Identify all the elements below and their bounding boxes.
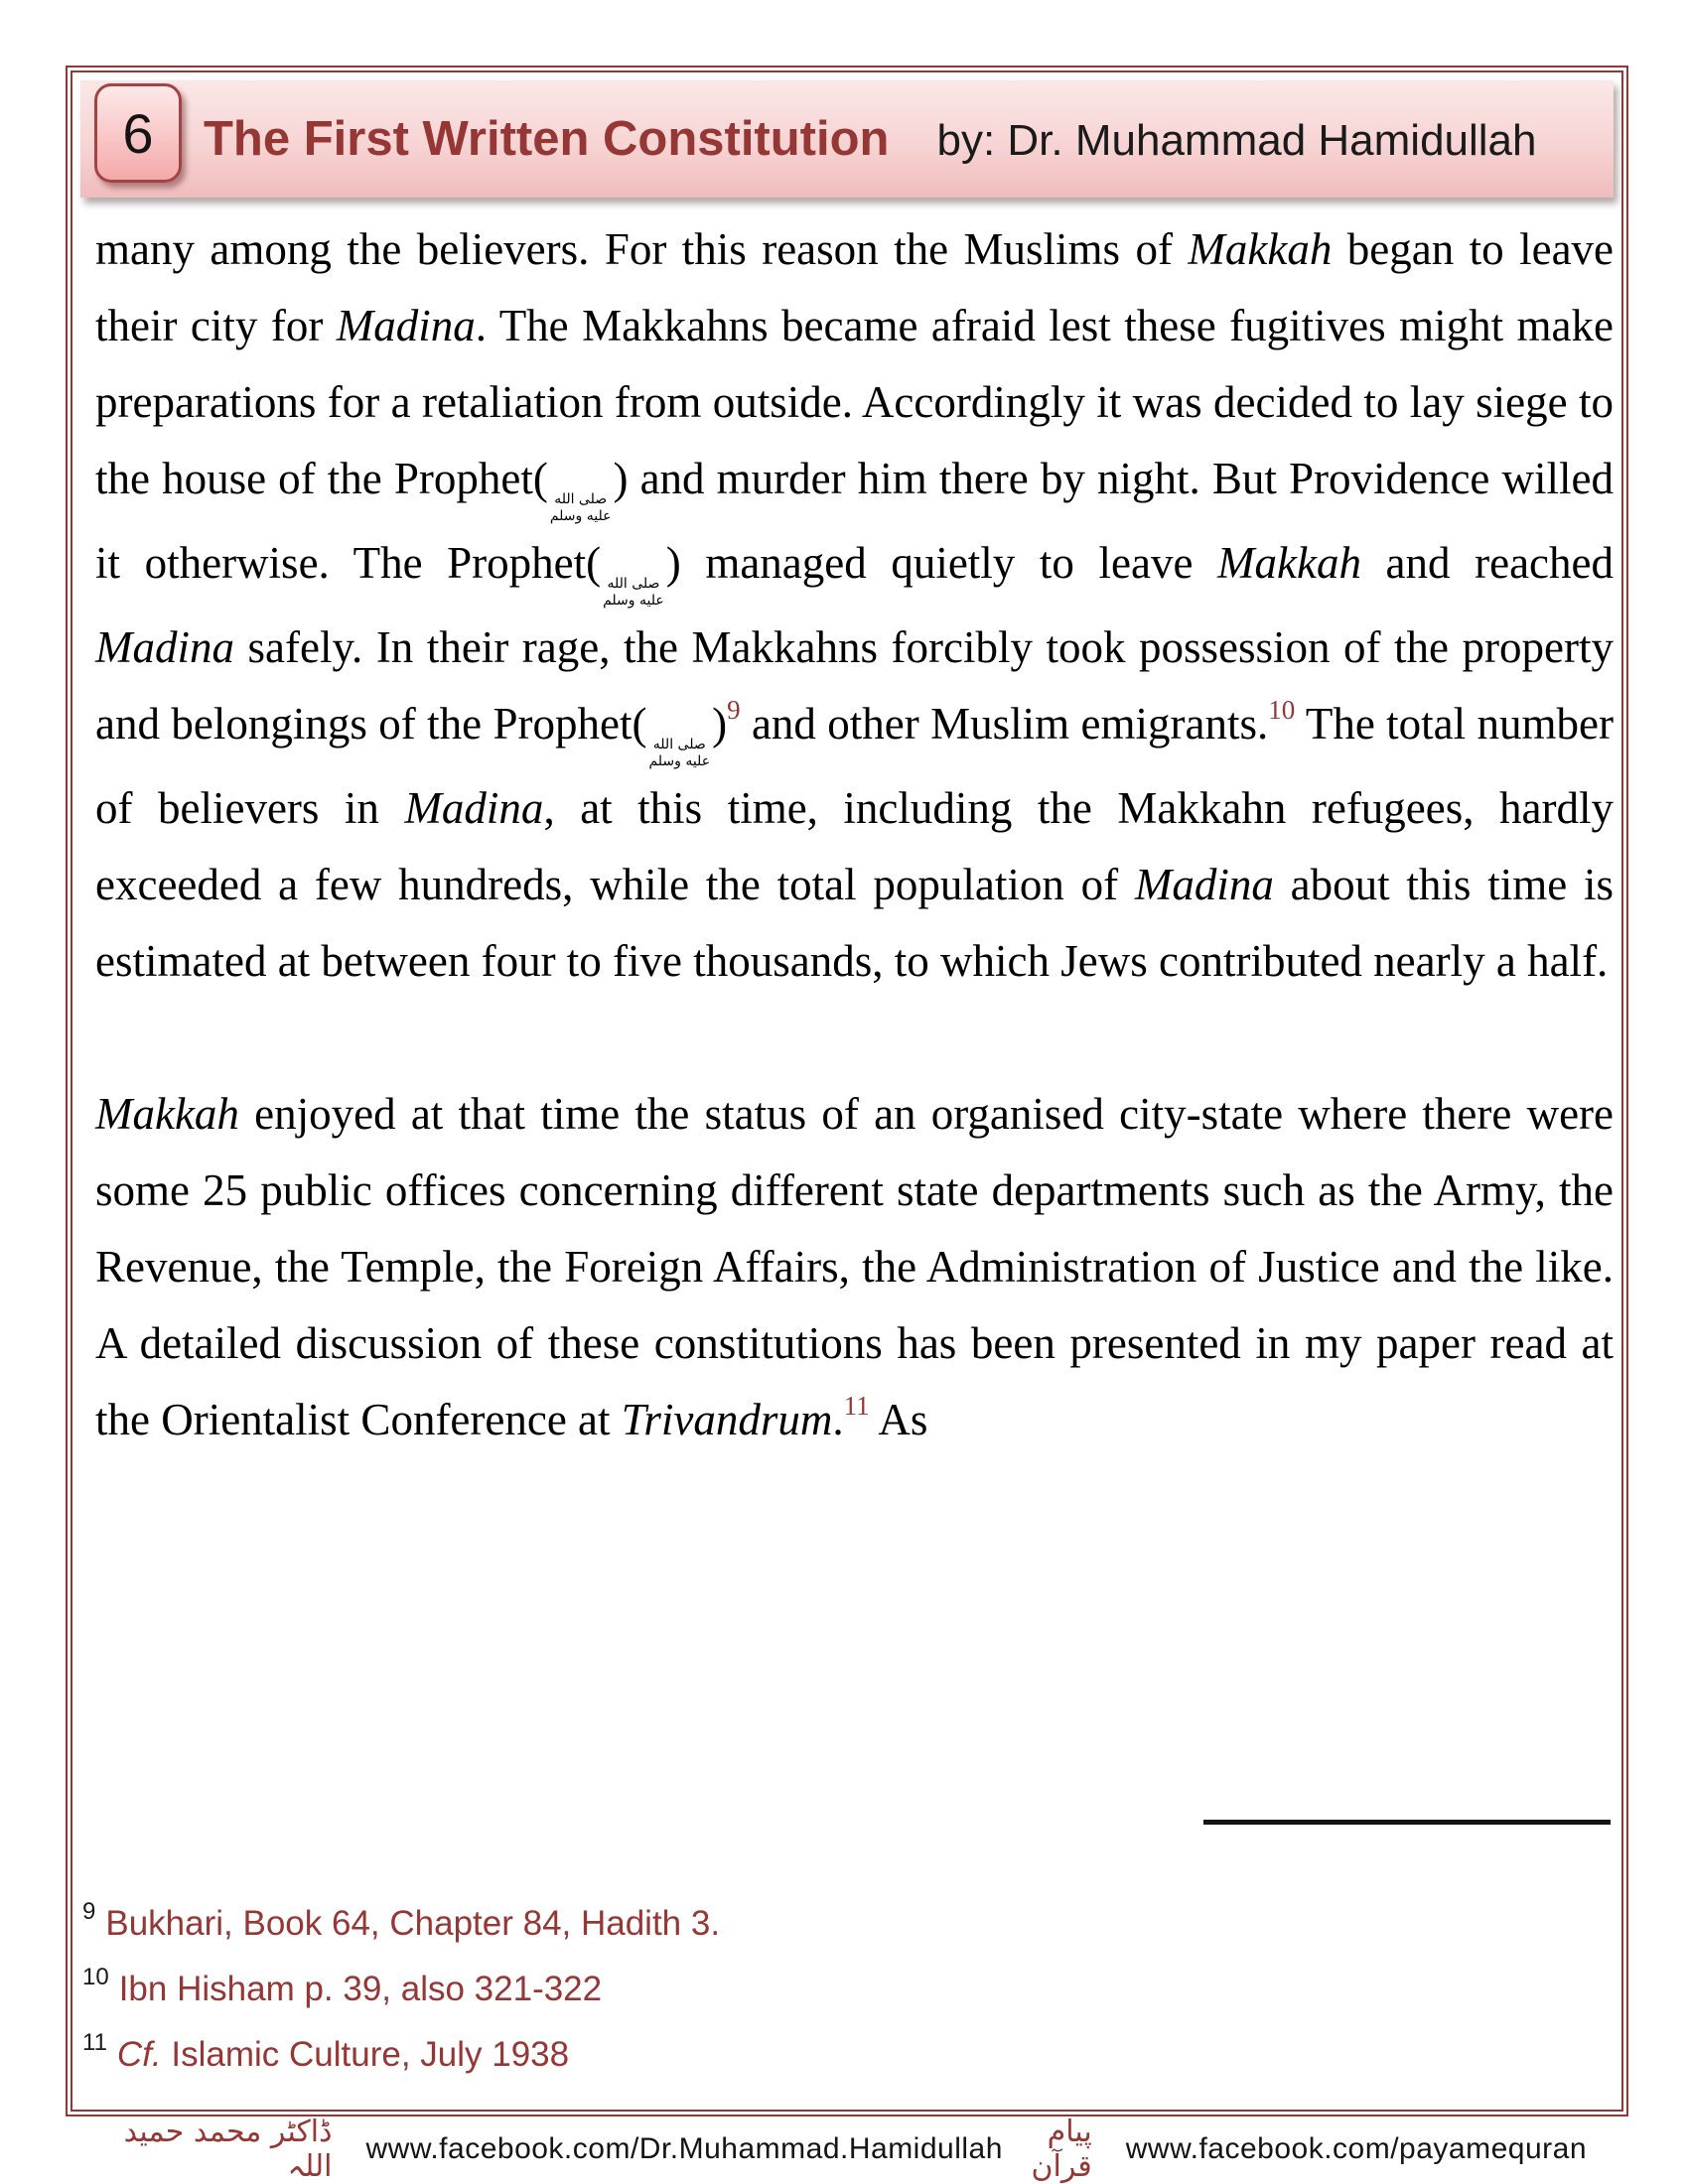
footer-arabic-payamequran: پیام قرآن — [1031, 2115, 1092, 2184]
footnote-item: $^{10}$ Ibn Hisham p. 39, also 321-322 — [82, 1964, 603, 2008]
page-border-outer — [66, 66, 1628, 2116]
page-title: The First Written Constitution — [204, 112, 890, 166]
paragraph-2: Makkah enjoyed at that time the status of an organised city-state where there were some 25 public offices concerning different state departments such as the Army, the Revenue, the Temple, the Foreign Affairs, the Administration of Justice and the like. A detailed discussion of these constitutions has been presented in my paper read at the Orientalist Conference at Trivandrum.$^{11}$ As — [95, 1089, 1614, 1444]
footnote-item: $^9$ Bukhari, Book 64, Chapter 84, Hadith 3. — [82, 1898, 721, 1943]
header-banner — [80, 80, 1614, 198]
footnotes — [82, 1891, 1373, 2088]
footnote-item: $^{11}$ Cf. Islamic Culture, July 1938 — [82, 2029, 570, 2074]
footer-arabic-hamidullah: ڈاکٹر محمد حمید اللہ — [123, 2115, 333, 2184]
footer-url-payamequran: www.facebook.com/payamequran — [1125, 2132, 1587, 2165]
prophet-honorific-icon: صلى الله عليه وسلم — [648, 737, 711, 769]
prophet-honorific-icon: صلى الله عليه وسلم — [603, 576, 664, 609]
body-text — [95, 211, 1614, 1458]
footnote-number: 11 — [82, 2029, 107, 2056]
prophet-honorific-icon: صلى الله عليه وسلم — [549, 491, 612, 524]
page-author: by: Dr. Muhammad Hamidullah — [936, 116, 1537, 165]
page-footer — [66, 2115, 1628, 2184]
footnote-number: 9 — [82, 1898, 96, 1925]
footnote-separator — [1203, 1820, 1611, 1825]
footer-left-group — [109, 2115, 1003, 2184]
page-number: 6 — [122, 101, 154, 165]
footnote-number: 10 — [82, 1964, 109, 1990]
paragraph-1: many among the believers. For this reason the Muslims of Makkah began to leave their city for Madina. The Makkahns became afraid lest these fugitives might make preparations for a retaliation from outside. Accordingly it was decided to lay siege to the house of the Prophet( صلى الله عليه وسلم ) and murder him there by night. But Providence willed it otherwise. The Prophet( صلى الله عليه وسلم ) managed quietly to leave Makkah and reached Madina safely. In their rage, the Makkahns forcibly took possession of the property and belongings of the Prophet( صلى الله عليه وسلم )$^9$ and other Muslim emigrants.$^{10}$ The total number of believers in Madina, at this time, including the Makkahn refugees, hardly exceeded a few hundreds, while the total population of Madina about this time is estimated at between four to five thousands, to which Jews contributed nearly a half. — [95, 224, 1615, 986]
page-border-inner — [70, 70, 1623, 2112]
footer-url-hamidullah: www.facebook.com/Dr.Muhammad.Hamidullah — [365, 2132, 1003, 2165]
header-title-group — [204, 111, 1537, 167]
page-number-box — [94, 83, 182, 183]
footer-right-group — [1003, 2115, 1587, 2184]
